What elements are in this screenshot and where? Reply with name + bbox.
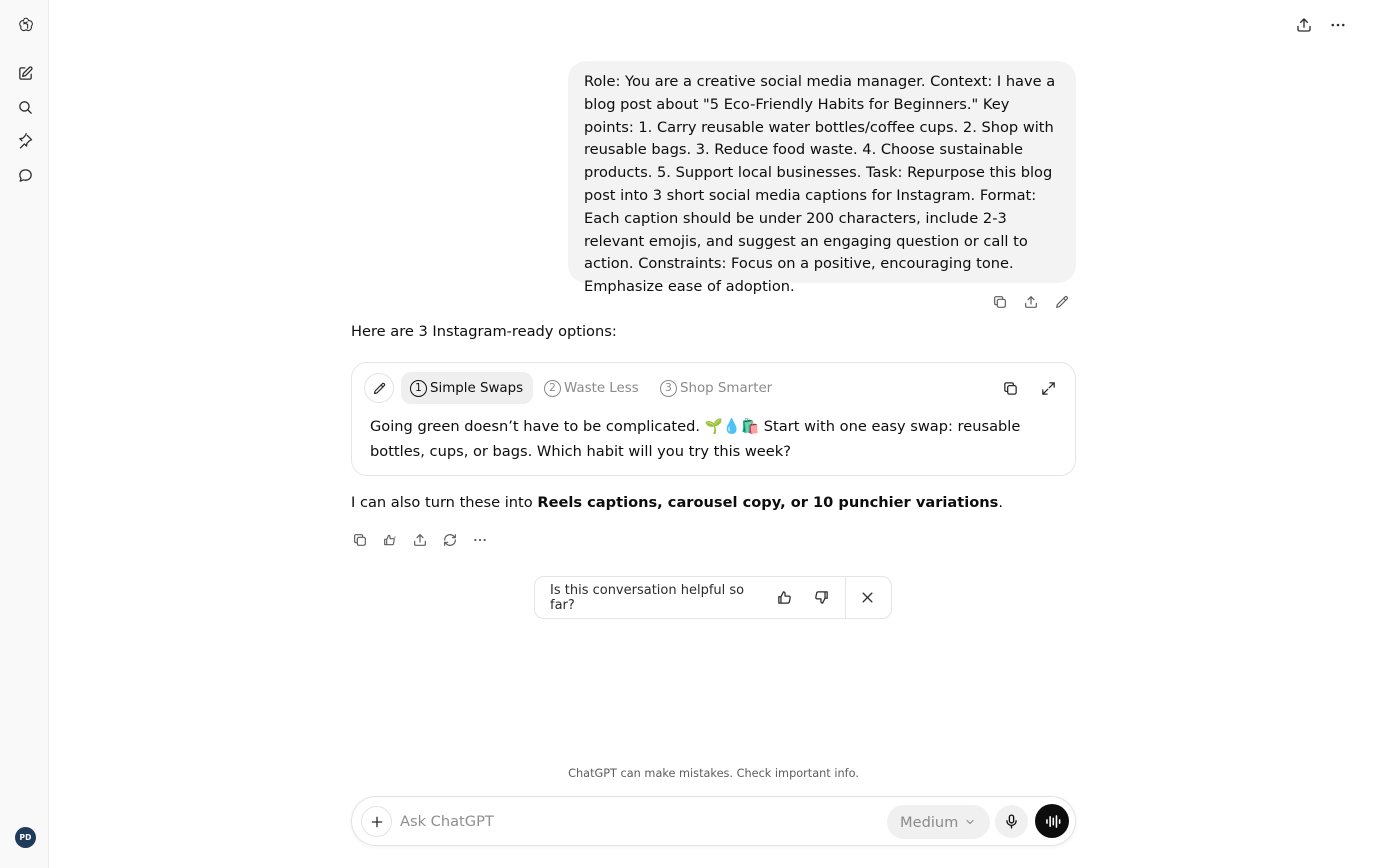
more-icon[interactable] [1325, 12, 1351, 38]
feedback-bar [534, 576, 892, 619]
composer [351, 796, 1076, 846]
regenerate-icon[interactable] [439, 529, 461, 551]
model-label: Medium [900, 813, 959, 831]
avatar[interactable]: PD [15, 827, 36, 848]
tab-simple-swaps[interactable] [401, 372, 533, 404]
voice-mode-icon[interactable] [1035, 804, 1069, 838]
share-icon[interactable] [1291, 12, 1317, 38]
tab-waste-less[interactable] [535, 372, 649, 404]
edit-icon[interactable] [1051, 291, 1073, 313]
close-icon[interactable] [846, 576, 888, 619]
tab-number: 1 [410, 380, 427, 397]
thumbs-up-icon[interactable] [770, 584, 798, 612]
tab-number: 2 [544, 380, 561, 397]
share-icon[interactable] [1020, 291, 1042, 313]
copy-icon[interactable] [989, 291, 1011, 313]
reply-actions [349, 529, 491, 551]
share-icon[interactable] [409, 529, 431, 551]
search-icon[interactable] [12, 94, 38, 120]
reply-intro: Here are 3 Instagram-ready options: [351, 323, 617, 340]
edit-icon[interactable] [364, 373, 394, 403]
tab-shop-smarter[interactable] [651, 372, 782, 404]
tab-label: Simple Swaps [430, 380, 524, 396]
copy-icon[interactable] [998, 376, 1022, 400]
chat-input[interactable] [400, 809, 880, 833]
followup-prefix: I can also turn these into [351, 494, 538, 511]
new-chat-icon[interactable] [12, 60, 38, 86]
expand-icon[interactable] [1036, 376, 1060, 400]
more-icon[interactable] [469, 529, 491, 551]
user-message: Role: You are a creative social media manager. Context: I have a blog post about "5 Eco-Friendly Habits for Beginners." Key points: 1. Carry reusable water bottles/coffee cups. 2. Shop with reusable bags. 3. Reduce food waste. 4. Choose sustainable products. 5. Support local businesses. Task: Repurpose this blog post into 3 short social media captions for Instagram. Format: Each caption should be under 200 characters, include 2-3 relevant emojis, and suggest an engaging question or call to action. Constraints: Focus on a positive, encouraging tone. Emphasize ease of adoption. [568, 61, 1076, 283]
model-select[interactable] [887, 805, 990, 839]
tab-label: Shop Smarter [680, 380, 773, 396]
copy-icon[interactable] [349, 529, 371, 551]
user-message-actions [989, 291, 1073, 313]
thumbs-icon[interactable] [379, 529, 401, 551]
caption-text: Going green doesn’t have to be complicated. 🌱💧🛍️ Start with one easy swap: reusable bottles, cups, or bags. Which habit will you try this week? [370, 418, 1021, 460]
caption-options-card [351, 362, 1076, 476]
thumbs-down-icon[interactable] [807, 584, 835, 612]
pin-icon[interactable] [12, 128, 38, 154]
mic-icon[interactable] [995, 805, 1028, 838]
followup-bold: Reels captions, carousel copy, or 10 punchier variations [537, 494, 999, 511]
tab-number: 3 [660, 380, 677, 397]
followup-text [351, 494, 1003, 511]
feedback-question: Is this conversation helpful so far? [550, 582, 745, 613]
openai-logo-icon[interactable] [12, 11, 38, 37]
tab-label: Waste Less [564, 380, 639, 396]
chevron-down-icon [964, 816, 976, 828]
disclaimer: ChatGPT can make mistakes. Check important info. [568, 767, 859, 780]
chats-icon[interactable] [12, 162, 38, 188]
plus-icon[interactable] [361, 806, 392, 837]
sidebar [0, 0, 49, 868]
followup-suffix: . [998, 494, 1003, 511]
